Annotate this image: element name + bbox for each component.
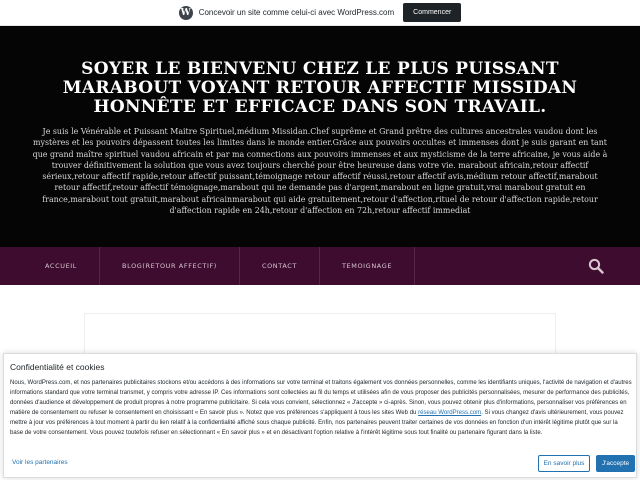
- nav-item-blog[interactable]: BLOG(RETOUR AFFECTIF): [100, 247, 240, 285]
- nav-item-testimonial[interactable]: TEMOIGNAGE: [320, 247, 415, 285]
- view-partners-link[interactable]: Voir les partenaires: [12, 459, 68, 466]
- cookie-consent-banner: [3, 353, 637, 478]
- cookie-body: [10, 379, 632, 438]
- wordpress-network-link[interactable]: réseau WordPress.com: [418, 409, 482, 416]
- wordpress-logo-icon: W: [180, 7, 191, 18]
- site-description: Je suis le Vénérable et Puissant Maitre Spirituel,médium Missidan.Chef suprême et Grand prêtre des cultures ancestrales vaudou dont les mystères et les pouvoirs dépassent toutes les limites dans le monde entier.Grâce aux pouvoirs occultes et immenses dont je suis garant en tant que grand maître spirituel vaudou africain et par ma connections aux pouvoirs immenses et aux mysticisme de la terre africaine, je vous aide à trouver définitivement la solution que vous avez toujours cherché pour être heureuse dans votre vie. marabout africain,retour affectif sérieux,retour affectif rapide,retour affectif puissant,témoignage retour affectif réussi,retour affectif avis,médium retour affectif,marabout retour affectif,retour affectif témoignage,marabout qui ne demande pas d'argent,marabout en ligne gratuit,vrai marabout gratuit en france,marabout tout gratuit,marabout africainmarabout qui aide gratuitement,retour d'affection,rituel de retour d'affection rapide,retour d'affection rapide en 24h,retour d'affection en 72h,retour affectif immediat: [32, 127, 608, 216]
- accept-button[interactable]: J'accepte: [596, 455, 635, 472]
- promo-text: Concevoir un site comme celui-ci avec WordPress.com: [198, 8, 395, 17]
- start-button[interactable]: Commencer: [403, 3, 461, 22]
- search-icon[interactable]: [588, 258, 604, 274]
- wordpress-promo-bar: [0, 0, 640, 26]
- nav-item-contact[interactable]: CONTACT: [240, 247, 320, 285]
- cookie-body-text: Nous, WordPress.com, et nos partenaires publicitaires stockons et/ou accédons à des informations sur votre terminal et traitons également vos données personnelles, comme les identifiants uniques, l'activité de navigation et d'autres informations standard que votre terminal transmet, y compris votre adresse IP. Ces informations sont collectées au fil du temps et utilisées afin de vous proposer des publicités personnalisées, mesurer de performance des publicités, données d'audience et développement de produit propres à notre programme publicitaire. Si cela vous convient, sélectionnez « J'accepte » ci-après. Sinon, vous pouvez obtenir plus d'informations, personnaliser vos préférences en matière de consentement ou refuser le consentement en choisissant « En savoir plus ». Notez que vos préférences s'appliquent à tous les sites Web du: [10, 380, 632, 416]
- cookie-title: Confidentialité et cookies: [10, 362, 105, 372]
- main-navigation: [0, 247, 640, 285]
- nav-item-home[interactable]: ACCUEIL: [0, 247, 100, 285]
- site-title[interactable]: SOYER LE BIENVENU CHEZ LE PLUS PUISSANT MARABOUT VOYANT RETOUR AFFECTIF MISSIDAN HONNÊTE ET EFFICACE DANS SON TRAVAIL.: [62, 59, 578, 117]
- learn-more-button[interactable]: En savoir plus: [538, 455, 590, 472]
- site-header: [0, 26, 640, 247]
- cookie-body-text-cont: . Si vous changez d'avis ultérieurement, vous pouvez mettre à jour vos préférences à tout moment à partir du lien relatif à la confidentialité affiché sous chaque publicité. Enfin, nos partenaires peuvent traiter certaines de vos données en fonction d'un intérêt légitime plutôt que sur la base de votre consentement. Vous pouvez toutefois refuser en sélectionnant « En savoir plus » et en désactivant l'option relative à l'intérêt légitime sous tout finalité ou partenaire figurant dans la liste.: [10, 409, 624, 436]
